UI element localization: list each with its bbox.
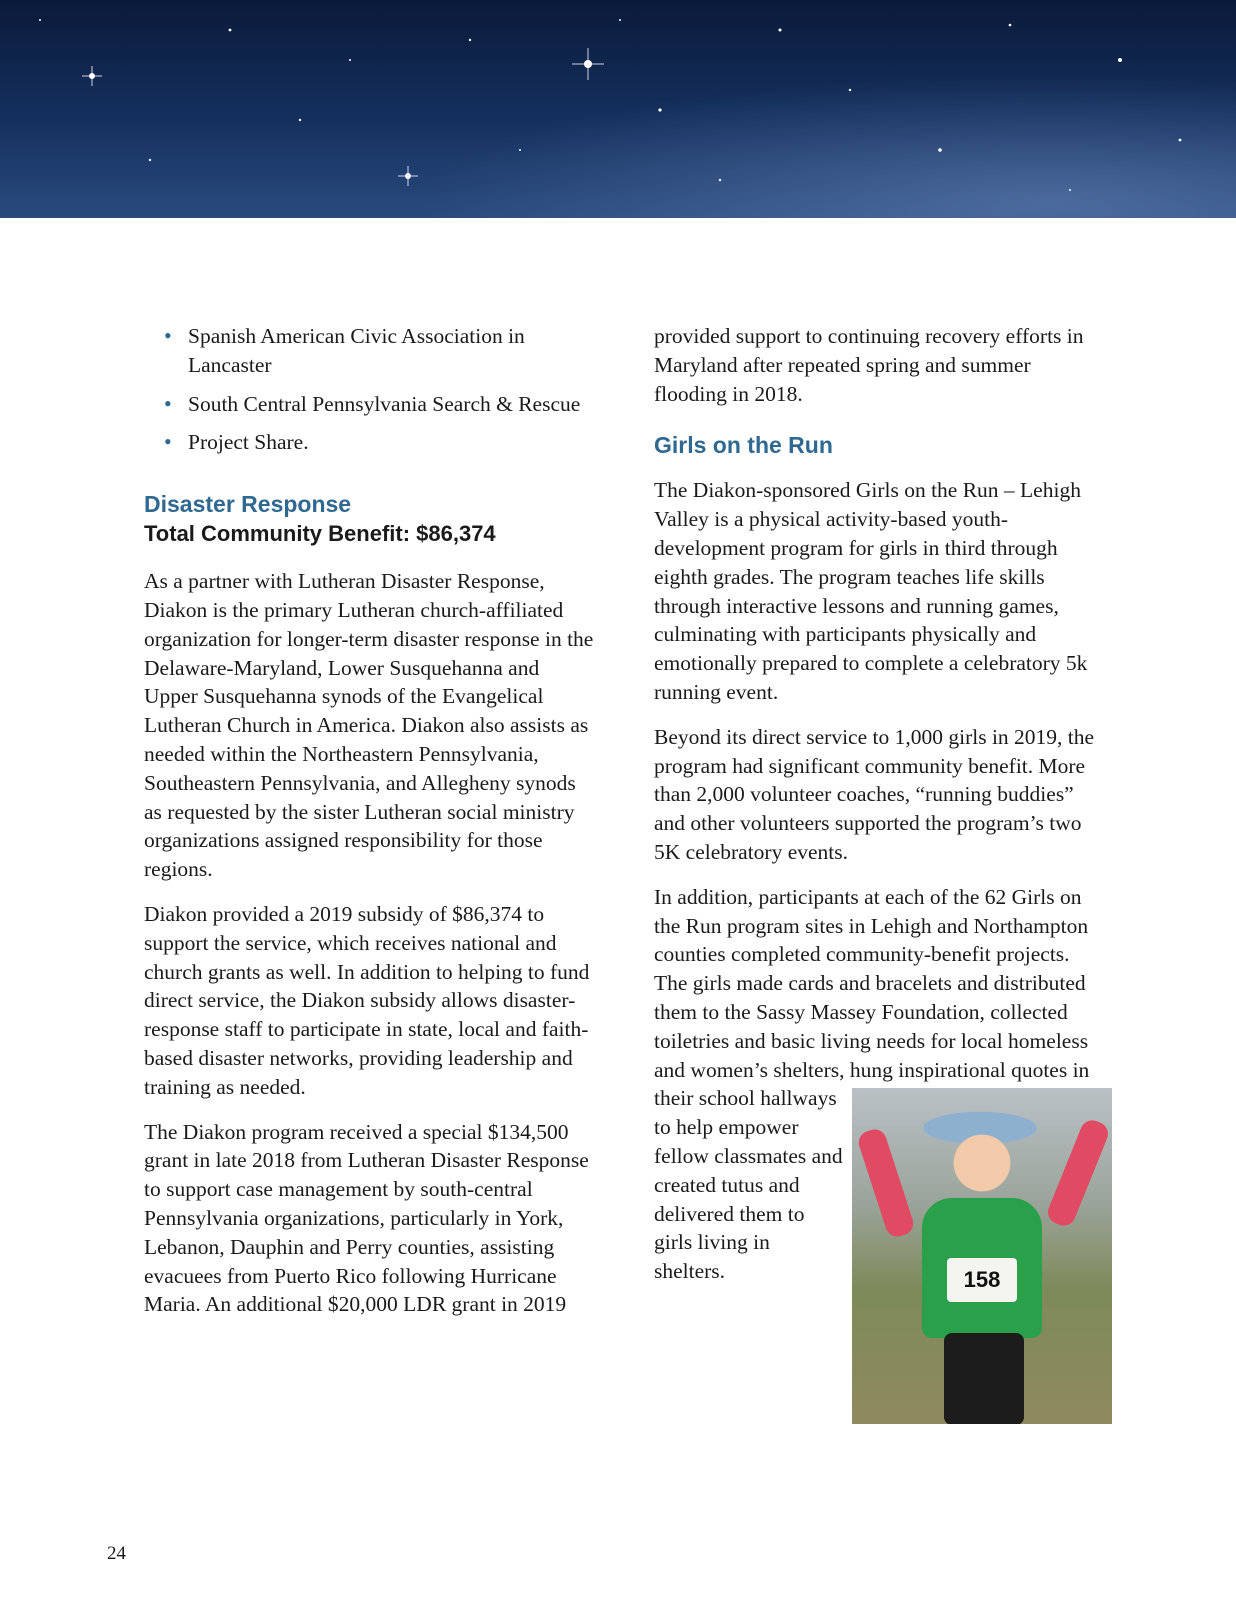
community-benefit-subheading: Total Community Benefit: $86,374 (144, 521, 496, 547)
bullet-icon: • (164, 390, 172, 416)
bullet-icon: • (164, 323, 172, 348)
girls-on-the-run-heading: Girls on the Run (654, 432, 833, 459)
girl-runner-photo (852, 1088, 1112, 1424)
list-item: • Project Share. (188, 428, 594, 457)
girls-paragraph-text: In addition, participants at each of the 62 Girls on the Run program sites in Lehigh and Northampton counties completed community-benefit projects. The girls made cards and bracelets and distributed them to the Sassy Massey Foundation, collected toiletries and basic living needs for local homeless and women’s shelters, hung inspirational quotes in their school hallways to help empower fellow classmates and created tutus and delivered them to girls living in shelters. (654, 884, 1090, 1284)
disaster-paragraph-continued: provided support to continuing recovery efforts in Maryland after repeated spring and summer flooding in 2018. (654, 324, 1084, 406)
girls-paragraph: Beyond its direct service to 1,000 girls in 2019, the program had significant community benefit. More than 2,000 volunteer coaches, “running buddies” and other volunteers supported the program’s two 5K celebratory events. (654, 724, 1095, 864)
disaster-paragraph: Diakon provided a 2019 subsidy of $86,374 to support the service, which receives national and church grants as well. In addition to helping to fund direct service, the Diakon subsidy allows disaster-response staff to participate in state, local and faith-based disaster networks, providing leadership and training as needed. (144, 901, 590, 1099)
disaster-paragraph: The Diakon program received a special $134,500 grant in late 2018 from Lutheran Disaster Response to support case management by south-central Pennsylvania organizations, particularly in York, Lebanon, Dauphin and Perry counties, assisting evacuees from Puerto Rico following Hurricane Maria. An additional $20,000 LDR grant in 2019 (144, 1119, 589, 1317)
right-column (654, 322, 1104, 1424)
photo-arm-l (856, 1126, 917, 1239)
bullet-icon: • (164, 429, 172, 455)
starfield-banner (0, 0, 1236, 218)
list-item: • South Central Pennsylvania Search & Rescue (188, 390, 594, 419)
photo-spacer (1103, 883, 1104, 1088)
girls-paragraph: The Diakon-sponsored Girls on the Run – Lehigh Valley is a physical activity-based youth-development program for girls in third through eighth grades. The program teaches life skills through interactive lessons and running games, culminating with participants physically and emotionally prepared to complete a celebratory 5k running event. (654, 478, 1088, 704)
list-item: • Spanish American Civic Association in Lancaster (164, 323, 525, 377)
partner-list (144, 322, 594, 457)
left-column (144, 322, 594, 1335)
stars-graphic (0, 0, 1236, 218)
race-bib: 158 (947, 1258, 1017, 1302)
girls-paragraph-with-photo (654, 883, 1104, 1292)
disaster-paragraph: As a partner with Lutheran Disaster Response, Diakon is the primary Lutheran church-affiliated organization for longer-term disaster response in the Delaware-Maryland, Lower Susquehanna and Upper Susquehanna synods of the Evangelical Lutheran Church in America. Diakon also assists as needed within the Northeastern Pennsylvania, Southeastern Pennsylvania, and Allegheny synods as requested by the sister Lutheran social ministry organizations assigned responsibility for those regions. (144, 569, 594, 882)
photo-legs (944, 1333, 1024, 1424)
disaster-response-heading: Disaster Response (144, 491, 352, 518)
page-number: 24 (107, 1543, 126, 1564)
photo-arm-r (1044, 1117, 1111, 1229)
